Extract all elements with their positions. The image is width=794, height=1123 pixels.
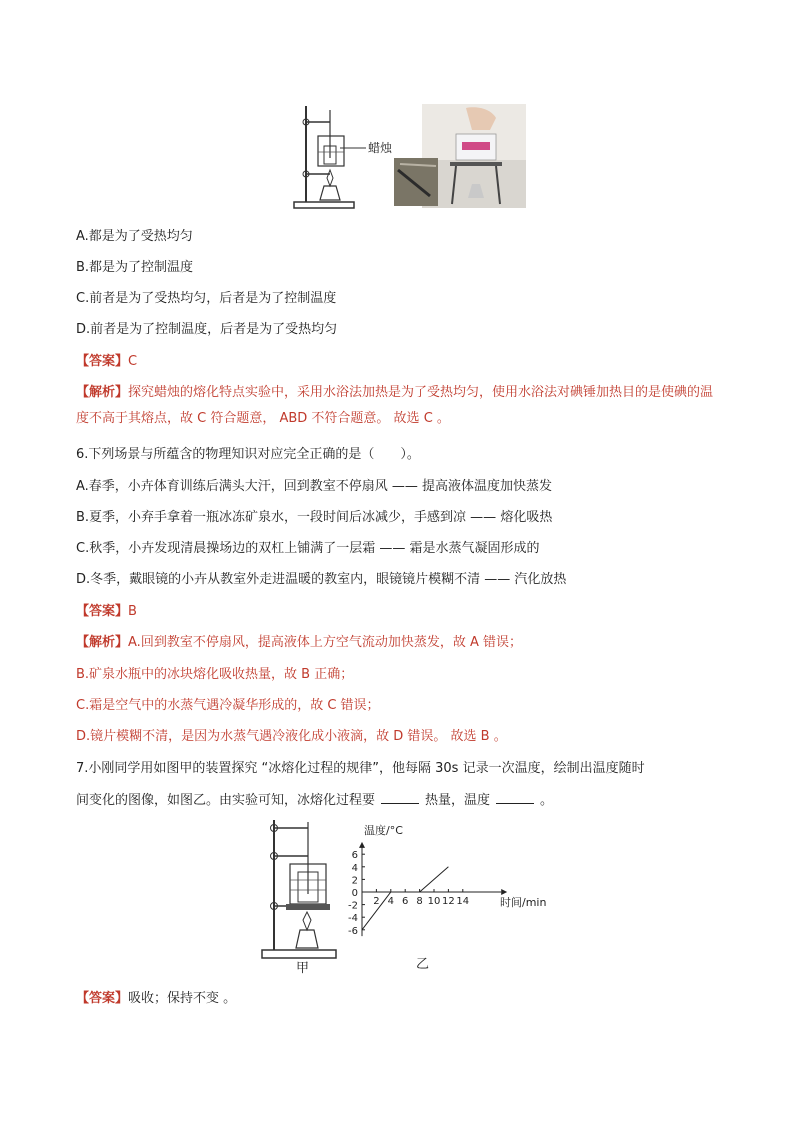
- q7-answer: [76, 990, 236, 1008]
- y-axis-label: 温度/°C: [364, 824, 403, 837]
- y-tick-label: 6: [351, 850, 358, 862]
- q5-answer: [76, 353, 137, 371]
- q5-option-d: D.前者是为了控制温度，后者是为了受热均匀: [76, 322, 338, 337]
- q6-option-d: D.冬季，戴眼镜的小卉从教室外走进温暖的教室内，眼镜镜片模糊不清 —— 汽化放热: [76, 572, 567, 587]
- x-tick-label: 10: [427, 896, 441, 907]
- q5-option-b: B.都是为了控制温度: [76, 260, 194, 275]
- q5-option-a: A.都是为了受热均匀: [76, 229, 193, 244]
- chart-axes: [359, 842, 507, 936]
- q7-stem-part-3: 。: [540, 793, 554, 808]
- blank-1: [381, 791, 419, 804]
- analysis-text: 探究蜡烛的熔化特点实验中，采用水浴法加热是为了受热均匀，使用水浴法对碘锤加热目的是使碘的温度不高于其熔点，故 C 符合题意， ABD 不符合题意。 故选 C 。: [76, 385, 714, 426]
- q6-option-a: A.春季，小卉体育训练后满头大汗，回到教室不停扇风 —— 提高液体温度加快蒸发: [76, 479, 553, 494]
- q6-analysis-line-4: D.镜片模糊不清，是因为水蒸气遇冷液化成小液滴，故 D 错误。 故选 B 。: [76, 729, 507, 744]
- q7-stem-part-2: 热量，温度: [425, 793, 491, 808]
- q6-analysis-line-1: [76, 634, 522, 652]
- y-tick-label: 0: [351, 888, 358, 899]
- answer-label: 【答案】: [76, 604, 129, 619]
- q6-option-b: B.夏季，小弃手拿着一瓶冰冻矿泉水，一段时间后冰减少，手感到凉 —— 熔化吸热: [76, 510, 553, 525]
- y-tick-label: 2: [351, 875, 358, 887]
- x-tick-label: 4: [387, 896, 394, 907]
- answer-value: C: [128, 354, 138, 369]
- figure-candle-apparatus: [290, 100, 530, 216]
- q6-analysis-line-3: C.霜是空气中的水蒸气遇冷凝华形成的，故 C 错误；: [76, 698, 380, 713]
- answer-value: B: [128, 604, 137, 619]
- q5-option-c: C.前者是为了受热均匀，后者是为了控制温度: [76, 291, 337, 306]
- y-tick-label: 4: [351, 862, 358, 874]
- x-axis-arrow: [501, 889, 507, 895]
- y-tick-label: -6: [348, 925, 358, 937]
- q6-stem: 6.下列场景与所蕴含的物理知识对应完全正确的是（ ）。: [76, 447, 420, 462]
- q7-stem-line-2: [76, 791, 553, 810]
- x-tick-label: 6: [402, 896, 409, 907]
- analysis-text: A.回到教室不停扇风，提高液体上方空气流动加快蒸发，故 A 错误；: [128, 635, 522, 650]
- answer-value: 吸收；保持不变 。: [128, 991, 237, 1006]
- y-tick-label: -2: [348, 900, 358, 912]
- fig-label-jia: 甲: [296, 961, 310, 974]
- q6-option-c: C.秋季，小卉发现清晨操场边的双杠上铺满了一层霜 —— 霜是水蒸气凝固形成的: [76, 541, 540, 556]
- y-tick-label: -4: [348, 913, 358, 925]
- x-axis-label: 时间/min: [500, 896, 546, 909]
- x-tick-label: 8: [416, 896, 423, 907]
- x-tick-label: 2: [373, 896, 380, 907]
- x-tick-label: 14: [456, 896, 470, 907]
- fig-label-yi: 乙: [416, 957, 430, 970]
- blank-2: [496, 791, 534, 804]
- answer-label: 【答案】: [76, 354, 129, 369]
- q7-stem-part-1: 间变化的图像，如图乙。由实验可知，冰熔化过程要: [76, 793, 376, 808]
- y-axis-arrow: [359, 842, 365, 848]
- q6-analysis-line-2: B.矿泉水瓶中的冰块熔化吸收热量，故 B 正确；: [76, 667, 354, 682]
- x-tick-label: 12: [442, 896, 455, 907]
- analysis-label: 【解析】: [76, 635, 129, 650]
- q7-stem-line-1: 7.小刚同学用如图甲的装置探究 “冰熔化过程的规律”，他每隔 30s 记录一次温度，绘制出温度随时: [76, 761, 645, 776]
- label-candle: 蜡烛: [368, 141, 393, 155]
- q6-answer: [76, 603, 137, 621]
- analysis-label: 【解析】: [76, 385, 129, 400]
- temperature-time-chart: [336, 820, 546, 970]
- answer-label: 【答案】: [76, 991, 129, 1006]
- q5-analysis: [76, 380, 726, 432]
